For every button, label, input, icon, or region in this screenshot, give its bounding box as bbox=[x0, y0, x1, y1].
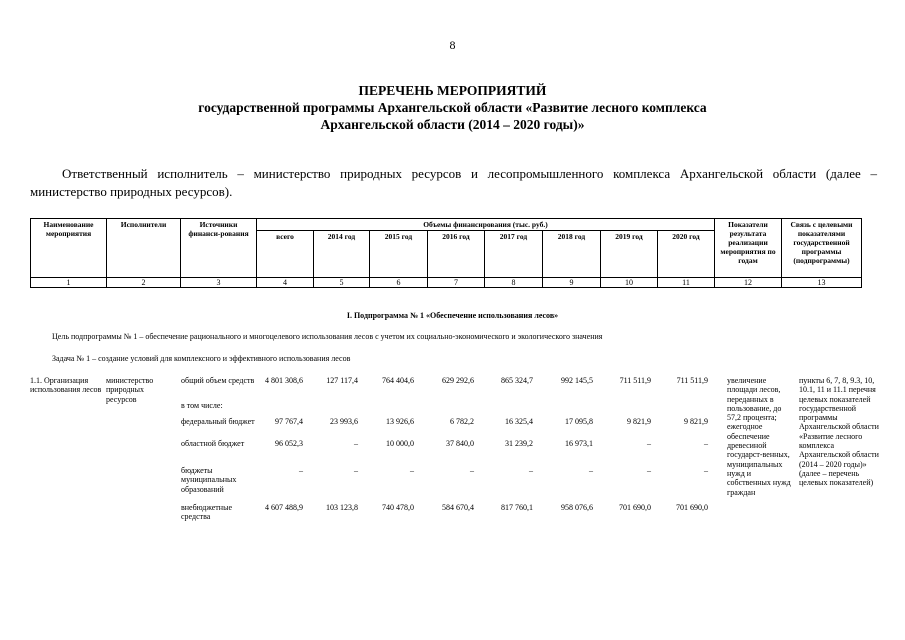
column-number: 2 bbox=[107, 278, 181, 288]
column-number: 3 bbox=[181, 278, 257, 288]
column-number: 13 bbox=[782, 278, 862, 288]
source-label: бюджеты муниципальных образований bbox=[181, 466, 237, 494]
funding-value-cell: 629 292,6 bbox=[442, 376, 474, 385]
subprogram-goal: Цель подпрограммы № 1 – обеспечение рационального и многоцелевого использования лесов с учетом их социально-экономического и экологического значения bbox=[52, 332, 603, 341]
source-label: внебюджетные средства bbox=[181, 503, 232, 522]
funding-value-cell: 103 123,8 bbox=[326, 503, 358, 512]
column-number: 5 bbox=[314, 278, 370, 288]
subprogram-task: Задача № 1 – создание условий для комплексного и эффективного использования лесов bbox=[52, 354, 351, 363]
header-link: Связь с целевыми показателями государственной программы (подпрограммы) bbox=[782, 219, 862, 278]
funding-value-cell: – bbox=[589, 466, 593, 475]
funding-value-cell: 127 117,4 bbox=[326, 376, 358, 385]
column-number: 9 bbox=[543, 278, 601, 288]
column-number: 1 bbox=[31, 278, 107, 288]
funding-value-cell: 740 478,0 bbox=[382, 503, 414, 512]
activity-name: 1.1. Организация использования лесов bbox=[30, 376, 102, 395]
funding-value-cell: 23 993,6 bbox=[330, 417, 358, 426]
header-sources: Источники финанси-рования bbox=[181, 219, 257, 278]
header-year: 2016 год bbox=[428, 231, 485, 278]
funding-value-cell: – bbox=[354, 439, 358, 448]
funding-value-cell: 958 076,6 bbox=[561, 503, 593, 512]
document-title: ПЕРЕЧЕНЬ МЕРОПРИЯТИЙ bbox=[358, 83, 547, 98]
funding-value-cell: 16 325,4 bbox=[505, 417, 533, 426]
column-number: 11 bbox=[658, 278, 715, 288]
funding-value-cell: 817 760,1 bbox=[501, 503, 533, 512]
header-year: 2014 год bbox=[314, 231, 370, 278]
header-year: 2018 год bbox=[543, 231, 601, 278]
header-year: 2019 год bbox=[601, 231, 658, 278]
funding-value-cell: 701 690,0 bbox=[676, 503, 708, 512]
funding-value-cell: – bbox=[529, 466, 533, 475]
header-indicators: Показатели результата реализации мероприятия по годам bbox=[715, 219, 782, 278]
source-label: общий объем средств bbox=[181, 376, 255, 385]
header-year: 2015 год bbox=[370, 231, 428, 278]
funding-value-cell: – bbox=[647, 439, 651, 448]
funding-value-cell: 4 607 488,9 bbox=[265, 503, 303, 512]
funding-value-cell: 10 000,0 bbox=[386, 439, 414, 448]
document-subtitle-line1: государственной программы Архангельской области «Развитие лесного комплекса bbox=[198, 100, 707, 115]
funding-value-cell: – bbox=[704, 439, 708, 448]
document-subtitle-line2: Архангельской области (2014 – 2020 годы)» bbox=[320, 117, 585, 132]
column-number: 4 bbox=[257, 278, 314, 288]
funding-value-cell: 31 239,2 bbox=[505, 439, 533, 448]
funding-value-cell: 764 404,6 bbox=[382, 376, 414, 385]
target-indicators-link: пункты 6, 7, 8, 9.3, 10, 10.1, 11 и 11.1 перечня целевых показателей государственной программы Архангельской области «Развитие лесного комплекса Архангельской области (2014 – 2020 годы)» (далее – перечень целевых показателей) bbox=[799, 376, 879, 488]
page-number: 8 bbox=[449, 38, 456, 52]
source-label: областной бюджет bbox=[181, 439, 245, 448]
column-number: 7 bbox=[428, 278, 485, 288]
funding-value-cell: 16 973,1 bbox=[565, 439, 593, 448]
funding-value-cell: 865 324,7 bbox=[501, 376, 533, 385]
funding-value-cell: 17 095,8 bbox=[565, 417, 593, 426]
funding-value-cell: – bbox=[647, 466, 651, 475]
funding-value-cell: – bbox=[410, 466, 414, 475]
table-header bbox=[30, 218, 862, 288]
funding-value-cell: – bbox=[704, 466, 708, 475]
funding-value-cell: – bbox=[470, 466, 474, 475]
funding-value-cell: 711 511,9 bbox=[676, 376, 708, 385]
header-total: всего bbox=[257, 231, 314, 278]
funding-value-cell: – bbox=[299, 466, 303, 475]
header-funding-volumes: Объемы финансирования (тыс. руб.) bbox=[257, 219, 715, 231]
header-activity-name: Наименование мероприятия bbox=[31, 219, 107, 278]
funding-value-cell: 701 690,0 bbox=[619, 503, 651, 512]
funding-value-cell: 97 767,4 bbox=[275, 417, 303, 426]
header-executors: Исполнители bbox=[107, 219, 181, 278]
column-number: 8 bbox=[485, 278, 543, 288]
funding-value-cell: 96 052,3 bbox=[275, 439, 303, 448]
funding-value-cell: 584 670,4 bbox=[442, 503, 474, 512]
funding-value-cell: 37 840,0 bbox=[446, 439, 474, 448]
activity-executors: министерство природных ресурсов bbox=[106, 376, 154, 404]
subprogram-heading: I. Подпрограмма № 1 «Обеспечение использования лесов» bbox=[346, 311, 559, 320]
funding-value-cell: 711 511,9 bbox=[619, 376, 651, 385]
responsible-executor-paragraph: Ответственный исполнитель – министерство природных ресурсов и лесопромышленного комплекса Архангельской области (далее – министерство природных ресурсов). bbox=[30, 166, 877, 199]
header-year: 2017 год bbox=[485, 231, 543, 278]
funding-value-cell: 13 926,6 bbox=[386, 417, 414, 426]
funding-value-cell: 6 782,2 bbox=[450, 417, 474, 426]
funding-value-cell: 4 801 308,6 bbox=[265, 376, 303, 385]
funding-value-cell: – bbox=[354, 466, 358, 475]
source-label: в том числе: bbox=[181, 401, 223, 410]
column-number: 10 bbox=[601, 278, 658, 288]
result-indicators: увеличение площади лесов, переданных в пользование, до 57,2 процента; ежегодное обеспечение древесиной государст-венных, муниципальных нужд и собственных нужд граждан bbox=[727, 376, 791, 497]
funding-value-cell: 9 821,9 bbox=[684, 417, 708, 426]
source-label: федеральный бюджет bbox=[181, 417, 255, 426]
column-number: 12 bbox=[715, 278, 782, 288]
funding-value-cell: 992 145,5 bbox=[561, 376, 593, 385]
header-year: 2020 год bbox=[658, 231, 715, 278]
column-number: 6 bbox=[370, 278, 428, 288]
funding-value-cell: 9 821,9 bbox=[627, 417, 651, 426]
